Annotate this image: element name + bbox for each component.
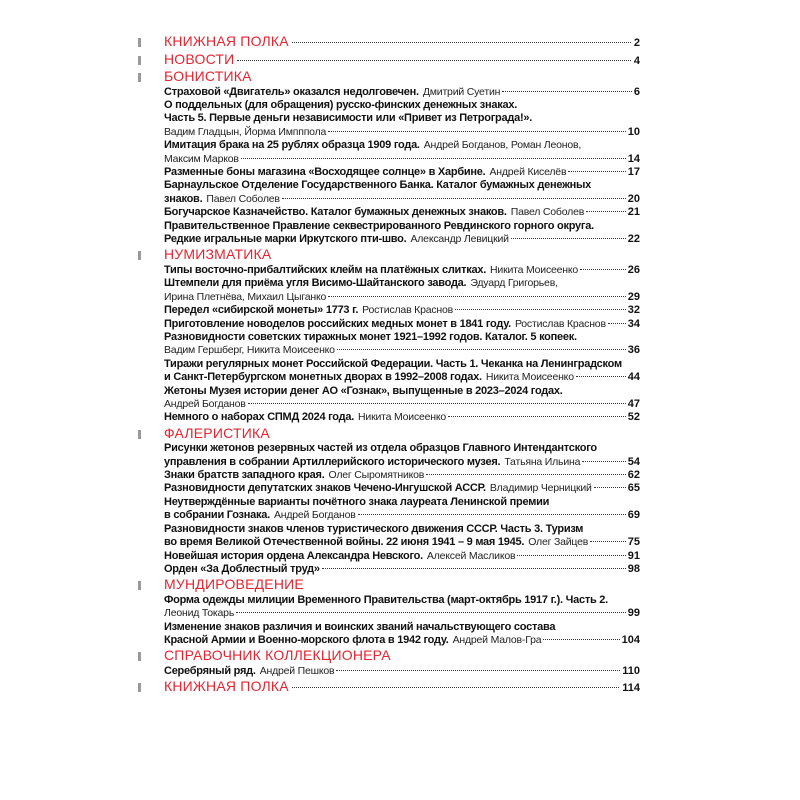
page-number: 44 <box>627 371 640 384</box>
entry-line <box>164 99 640 112</box>
entry-line <box>164 86 640 99</box>
toc-entry[interactable] <box>150 621 640 648</box>
page-number: 69 <box>627 509 640 522</box>
page-number: 62 <box>627 469 640 482</box>
entry-title: Тиражи регулярных монет Российской Федерации. Часть 1. Чеканка на Ленинградском <box>164 357 622 370</box>
page-number: 20 <box>627 192 640 205</box>
entry-line <box>164 509 640 522</box>
toc-section <box>150 33 640 51</box>
entry-title: Немного о наборах СПМД 2024 года. <box>164 411 355 424</box>
entry-title: в собрании Гознака. <box>164 509 270 522</box>
entry-title: Новейшая история ордена Александра Невского. <box>164 549 423 562</box>
section-title: ФАЛЕРИСТИКА <box>164 424 270 441</box>
dot-leader <box>292 42 631 43</box>
entry-line <box>164 634 640 647</box>
entry-line <box>164 442 640 455</box>
entry-line <box>164 139 640 152</box>
section-marker <box>138 581 141 590</box>
entry-line <box>164 385 640 398</box>
entry-line <box>164 398 640 411</box>
toc-entry[interactable] <box>150 411 640 424</box>
toc-entry[interactable] <box>150 469 640 482</box>
toc-section <box>150 68 640 246</box>
dot-leader <box>448 416 626 417</box>
entry-author: Ростислав Краснов <box>362 304 454 317</box>
page-number: 26 <box>627 263 640 276</box>
entry-line <box>164 220 640 233</box>
toc-section <box>150 678 640 696</box>
page-number: 10 <box>627 125 640 138</box>
dot-leader <box>241 158 626 159</box>
section-heading[interactable] <box>150 678 640 696</box>
dot-leader <box>426 474 626 475</box>
section-heading[interactable] <box>150 425 640 443</box>
entry-author: Никита Моисеенко <box>485 371 574 384</box>
section-marker <box>138 73 141 82</box>
page-number: 14 <box>627 152 640 165</box>
entry-title: Барнаульское Отделение Государственного Банка. Каталог бумажных денежных <box>164 179 592 192</box>
entry-title: Передел «сибирской монеты» 1773 г. <box>164 304 359 317</box>
entry-author: Дмитрий Суетин <box>422 85 501 98</box>
page-number: 54 <box>627 455 640 468</box>
toc-entry[interactable] <box>150 563 640 576</box>
toc-entry[interactable] <box>150 331 640 358</box>
dot-leader <box>517 555 625 556</box>
entry-line <box>164 179 640 192</box>
page-number: 52 <box>627 411 640 424</box>
entry-title: Разновидности депутатских знаков Чечено-Ингушской АССР. <box>164 482 486 495</box>
dot-leader <box>292 687 619 688</box>
entry-title: Редкие игральные марки Иркутского пти-шво. <box>164 232 407 245</box>
entry-line <box>164 344 640 357</box>
entry-title: Богучарское Казначейство. Каталог бумажных денежных знаков. <box>164 206 507 219</box>
dot-leader <box>580 269 626 270</box>
entry-author: Ирина Плетнёва, Михаил Цыганко <box>164 290 327 303</box>
entry-title: и Санкт-Петербургском монетных дворах в 1992–2008 годах. <box>164 371 482 384</box>
entry-author: Андрей Киселёв <box>489 165 567 178</box>
toc-entry[interactable] <box>150 264 640 277</box>
entry-line <box>164 291 640 304</box>
dot-leader <box>502 91 632 92</box>
entry-title: Жетоны Музея истории денег АО «Гознак», выпущенные в 2023–2024 годах. <box>164 384 563 397</box>
entry-title: Типы восточно-прибалтийских клейм на платёжных слитках. <box>164 263 487 276</box>
entry-title: Разновидности знаков членов туристического движения СССР. Часть 3. Туризм <box>164 522 584 535</box>
entry-author: Алексей Масликов <box>426 549 516 562</box>
dot-leader <box>236 612 626 613</box>
entry-line <box>164 358 640 371</box>
entry-author: Андрей Богданов <box>164 397 246 410</box>
entry-title: Рисунки жетонов резервных частей из отдела образцов Главного Интендантского <box>164 442 597 455</box>
entry-author: Андрей Богданов, Роман Леонов, <box>423 139 582 152</box>
entry-title: во время Великой Отечественной войны. 22 июня 1941 – 9 мая 1945. <box>164 536 525 549</box>
dot-leader <box>608 323 626 324</box>
entry-line <box>164 126 640 139</box>
toc-entry[interactable] <box>150 496 640 523</box>
entry-author: Никита Моисеенко <box>358 411 447 424</box>
entry-line <box>164 277 640 290</box>
entry-title: О поддельных (для обращения) русско-финских денежных знаках. <box>164 98 518 111</box>
entry-author: Леонид Токарь <box>164 607 235 620</box>
entry-line <box>164 233 640 246</box>
toc-entry[interactable] <box>150 482 640 495</box>
toc-entry[interactable] <box>150 594 640 621</box>
toc-entry[interactable] <box>150 206 640 219</box>
page-number: 75 <box>627 536 640 549</box>
toc-section <box>150 246 640 424</box>
section-heading[interactable] <box>150 576 640 594</box>
entry-author: Владимир Черницкий <box>489 482 592 495</box>
entry-author: Максим Марков <box>164 152 239 165</box>
page-number: 47 <box>627 397 640 410</box>
page-number: 65 <box>627 482 640 495</box>
page-number: 2 <box>633 37 640 49</box>
entry-title: Разменные боны магазина «Восходящее солнце» в Харбине. <box>164 165 486 178</box>
entry-author: Андрей Пешков <box>259 664 335 677</box>
entry-author: Олег Зайцев <box>528 536 589 549</box>
section-title: СПРАВОЧНИК КОЛЛЕКЦИОНЕРА <box>164 647 391 664</box>
toc-entry[interactable] <box>150 442 640 469</box>
entry-title: Знаки братств западного края. <box>164 469 325 482</box>
dot-leader <box>328 296 626 297</box>
entry-line <box>164 153 640 166</box>
dot-leader <box>322 568 626 569</box>
entry-line <box>164 304 640 317</box>
table-of-contents <box>150 33 640 696</box>
page-number: 98 <box>627 562 640 575</box>
toc-entry[interactable] <box>150 99 640 139</box>
entry-title: Неутверждённые варианты почётного знака лауреата Ленинской премии <box>164 495 550 508</box>
toc-entry[interactable] <box>150 550 640 563</box>
section-marker <box>138 38 141 47</box>
page-number: 6 <box>633 85 640 98</box>
entry-line <box>164 264 640 277</box>
toc-entry[interactable] <box>150 166 640 179</box>
toc-entry[interactable] <box>150 139 640 166</box>
dot-leader <box>582 461 626 462</box>
entry-author: Никита Моисеенко <box>490 263 579 276</box>
entry-author: Павел Соболев <box>510 206 585 219</box>
toc-entry[interactable] <box>150 277 640 304</box>
entry-title: Штемпели для приёма угля Висимо-Шайтанского завода. <box>164 277 467 290</box>
page-number: 4 <box>633 54 640 67</box>
entry-title: Разновидности советских тиражных монет 1921–1992 годов. Каталог. 5 копеек. <box>164 330 577 343</box>
page-number: 99 <box>627 607 640 620</box>
section-title: НУМИЗМАТИКА <box>164 246 272 263</box>
page-number: 110 <box>622 664 640 677</box>
entry-line <box>164 371 640 384</box>
toc-section <box>150 576 640 647</box>
toc-entry[interactable] <box>150 385 640 412</box>
dot-leader <box>576 376 626 377</box>
entry-author: Павел Соболев <box>206 192 280 205</box>
toc-entry[interactable] <box>150 86 640 99</box>
entry-line <box>164 456 640 469</box>
section-title: НОВОСТИ <box>164 50 235 67</box>
entry-author: Александр Левицкий <box>410 232 509 245</box>
dot-leader <box>248 403 626 404</box>
section-heading[interactable] <box>150 51 640 69</box>
section-heading[interactable] <box>150 33 640 51</box>
entry-title: Форма одежды милиции Временного Правительства (март-октябрь 1917 г.). Часть 2. <box>164 593 608 606</box>
section-marker <box>138 56 141 65</box>
toc-entry[interactable] <box>150 665 640 678</box>
entry-title: Красной Армии и Военно-морского флота в 1942 году. <box>164 634 449 647</box>
toc-entry[interactable] <box>150 220 640 247</box>
entry-line <box>164 523 640 536</box>
entry-author: Андрей Богданов <box>273 509 356 522</box>
dot-leader <box>568 171 625 172</box>
dot-leader <box>282 198 626 199</box>
page-number: 36 <box>627 344 640 357</box>
toc-entry[interactable] <box>150 358 640 385</box>
section-title: КНИЖНАЯ ПОЛКА <box>164 678 289 695</box>
toc-entry[interactable] <box>150 179 640 206</box>
page-number: 114 <box>622 682 640 695</box>
toc-entry[interactable] <box>150 318 640 331</box>
page-number: 17 <box>627 165 640 178</box>
toc-entry[interactable] <box>150 523 640 550</box>
dot-leader <box>328 131 626 132</box>
entry-line <box>164 411 640 424</box>
page-number: 32 <box>627 304 640 317</box>
entry-author: Олег Сыромятников <box>328 469 425 482</box>
section-title: БОНИСТИКА <box>164 68 252 84</box>
entry-line <box>164 607 640 620</box>
dot-leader <box>594 487 626 488</box>
page-number: 21 <box>627 206 640 219</box>
toc-entry[interactable] <box>150 304 640 317</box>
page-number: 29 <box>627 290 640 303</box>
entry-title: Приготовление новоделов российских медных монет в 1841 году. <box>164 317 511 330</box>
entry-line <box>164 331 640 344</box>
dot-leader <box>237 60 630 61</box>
entry-title: Орден «За Доблестный труд» <box>164 562 320 575</box>
entry-title: Серебряный ряд. <box>164 664 256 677</box>
entry-author: Вадим Гершберг, Никита Моисеенко <box>164 344 335 357</box>
dot-leader <box>337 349 626 350</box>
entry-title: знаков. <box>164 192 203 205</box>
dot-leader <box>455 309 626 310</box>
entry-author: Вадим Гладцын, Йорма Импппола <box>164 125 327 138</box>
entry-title: Изменение знаков различия и воинских званий начальствующего состава <box>164 620 556 633</box>
entry-line <box>164 482 640 495</box>
entry-author: Татьяна Ильина <box>504 455 581 468</box>
entry-author: Андрей Малов-Гра <box>452 634 542 647</box>
entry-line <box>164 112 640 125</box>
toc-section <box>150 425 640 577</box>
entry-title: Правительственное Правление секвестрированного Ревдинского горного округа. <box>164 219 594 232</box>
page-number: 22 <box>627 232 640 245</box>
section-marker <box>138 430 141 439</box>
dot-leader <box>511 238 626 239</box>
section-heading[interactable] <box>150 246 640 264</box>
entry-line <box>164 563 640 576</box>
entry-line <box>164 193 640 206</box>
entry-line <box>164 550 640 563</box>
section-heading[interactable] <box>150 647 640 665</box>
entry-author: Эдуард Григорьев, <box>470 277 558 290</box>
toc-section <box>150 647 640 678</box>
page-number: 104 <box>621 634 640 647</box>
entry-title: Часть 5. Первые деньги независимости или «Привет из Петрограда!». <box>164 112 533 125</box>
entry-line <box>164 496 640 509</box>
entry-line <box>164 621 640 634</box>
section-marker <box>138 683 141 692</box>
entry-line <box>164 318 640 331</box>
dot-leader <box>358 514 626 515</box>
dot-leader <box>543 639 619 640</box>
entry-line <box>164 166 640 179</box>
section-title: КНИЖНАЯ ПОЛКА <box>164 33 289 49</box>
entry-title: Имитация брака на 25 рублях образца 1909 года. <box>164 139 420 152</box>
entry-line <box>164 665 640 678</box>
dot-leader <box>586 211 626 212</box>
entry-title: управления в собрании Артиллерийского исторического музея. <box>164 455 501 468</box>
section-marker <box>138 251 141 260</box>
section-marker <box>138 652 141 661</box>
entry-title: Страховой «Двигатель» оказался недолговечен. <box>164 85 419 98</box>
section-heading[interactable] <box>150 68 640 86</box>
entry-author: Ростислав Краснов <box>514 317 606 330</box>
entry-line <box>164 594 640 607</box>
dot-leader <box>590 541 626 542</box>
dot-leader <box>336 670 620 671</box>
entry-line <box>164 206 640 219</box>
section-title: МУНДИРОВЕДЕНИЕ <box>164 576 304 593</box>
toc-section <box>150 51 640 69</box>
entry-line <box>164 536 640 549</box>
entry-line <box>164 469 640 482</box>
page-number: 34 <box>627 317 640 330</box>
page-number: 91 <box>627 549 640 562</box>
